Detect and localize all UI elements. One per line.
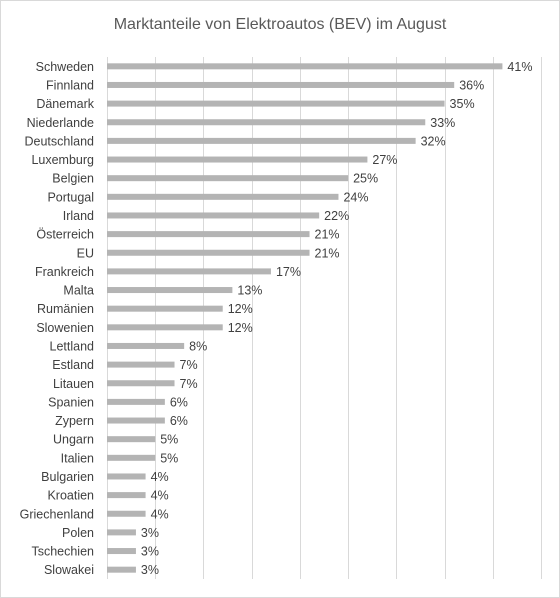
data-label: 6% xyxy=(169,395,188,410)
data-label: 5% xyxy=(160,432,179,447)
data-label: 13% xyxy=(237,283,263,298)
data-label: 17% xyxy=(275,264,301,279)
data-label: 3% xyxy=(140,563,160,578)
data-label: 8% xyxy=(189,339,208,354)
chart-title: Marktanteile von Elektroautos (BEV) im August xyxy=(113,16,447,33)
category-label: Tschechien xyxy=(31,544,94,559)
data-label: 21% xyxy=(314,246,340,261)
bar xyxy=(107,567,136,573)
bar xyxy=(107,306,223,312)
bar xyxy=(107,82,454,88)
bar xyxy=(107,399,165,405)
data-label: 12% xyxy=(227,302,253,317)
category-label: Lettland xyxy=(49,339,94,354)
bar xyxy=(107,175,348,181)
data-label: 6% xyxy=(169,414,188,429)
data-label: 12% xyxy=(227,320,253,335)
bar xyxy=(107,529,136,535)
bar xyxy=(107,436,155,442)
category-label: Bulgarien xyxy=(41,469,94,484)
data-label: 4% xyxy=(150,469,169,484)
category-label: Zypern xyxy=(55,414,94,429)
category-label: Österreich xyxy=(36,227,94,242)
category-label: Deutschland xyxy=(24,134,94,149)
category-label: Slowakei xyxy=(43,563,94,578)
data-label: 36% xyxy=(459,78,485,93)
category-label: Irland xyxy=(62,208,94,223)
bar xyxy=(107,473,146,479)
bar xyxy=(107,250,310,256)
data-label: 7% xyxy=(179,376,198,391)
data-label: 32% xyxy=(420,134,446,149)
bar xyxy=(107,138,416,144)
category-label: Italien xyxy=(60,451,94,466)
bar xyxy=(107,343,184,349)
category-label: Niederlande xyxy=(26,115,94,130)
bar xyxy=(107,157,367,163)
category-label: Spanien xyxy=(48,395,94,410)
category-label: Slowenien xyxy=(36,320,94,335)
data-label: 25% xyxy=(353,171,379,186)
category-label: Portugal xyxy=(47,190,94,205)
category-label: Ungarn xyxy=(53,432,94,447)
category-label: Rumänien xyxy=(37,302,94,317)
data-label: 24% xyxy=(343,190,369,205)
category-labels xyxy=(20,60,95,577)
data-label: 22% xyxy=(324,208,350,223)
category-label: Estland xyxy=(52,358,94,373)
category-label: Litauen xyxy=(52,376,94,391)
bar xyxy=(107,511,146,517)
bar xyxy=(107,212,319,218)
data-label: 27% xyxy=(372,153,398,168)
category-label: Dänemark xyxy=(36,97,94,112)
data-label: 21% xyxy=(314,227,340,242)
data-label: 4% xyxy=(150,507,169,522)
bar xyxy=(107,380,175,386)
bar-chart xyxy=(1,1,559,597)
gridlines xyxy=(108,57,542,579)
data-label: 41% xyxy=(507,59,533,74)
category-label: Belgien xyxy=(52,171,94,186)
value-labels xyxy=(141,60,533,577)
data-label: 5% xyxy=(160,451,179,466)
bar xyxy=(107,268,271,274)
category-label: Schweden xyxy=(35,59,94,74)
bar xyxy=(107,63,502,69)
category-label: Polen xyxy=(62,525,94,540)
category-label: Finnland xyxy=(46,78,94,93)
bar xyxy=(107,101,445,107)
bar xyxy=(107,548,136,554)
data-label: 3% xyxy=(140,544,160,559)
bar xyxy=(107,418,165,424)
bar xyxy=(107,231,310,237)
bar xyxy=(107,492,146,498)
data-label: 35% xyxy=(449,97,475,112)
data-label: 3% xyxy=(140,525,160,540)
category-label: Griechenland xyxy=(19,507,94,522)
bar xyxy=(107,324,223,330)
category-label: EU xyxy=(76,246,94,261)
category-label: Malta xyxy=(63,283,94,298)
category-label: Frankreich xyxy=(34,264,94,279)
data-label: 4% xyxy=(150,488,169,503)
data-label: 33% xyxy=(430,115,456,130)
bar xyxy=(107,455,155,461)
data-label: 7% xyxy=(179,358,198,373)
category-label: Kroatien xyxy=(47,488,94,503)
bar xyxy=(107,287,232,293)
bar xyxy=(107,194,338,200)
bar xyxy=(107,119,425,125)
bar xyxy=(107,362,175,368)
category-label: Luxemburg xyxy=(31,153,94,168)
